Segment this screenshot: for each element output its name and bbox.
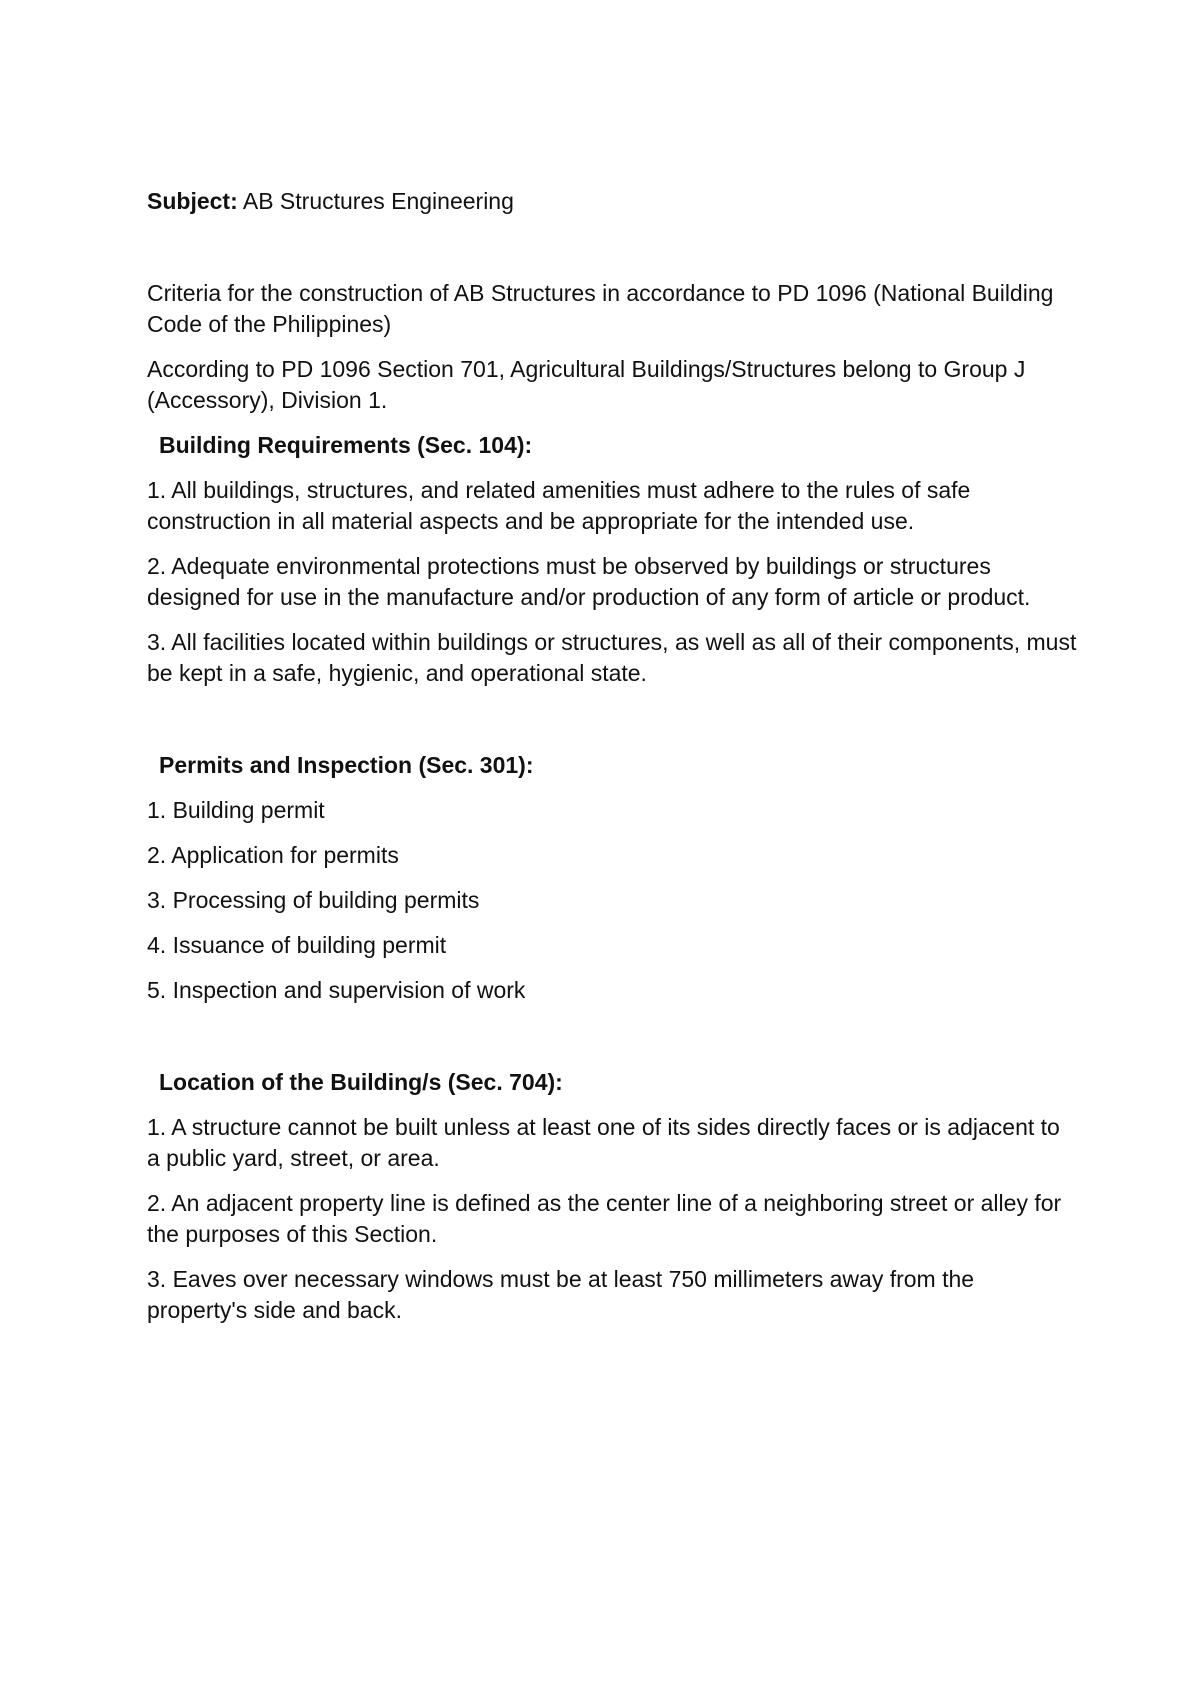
section-spacer: [147, 1020, 1077, 1067]
document-body: [147, 186, 1077, 1340]
intro-paragraph: Criteria for the construction of AB Structures in accordance to PD 1096 (National Building Code of the Philippines): [147, 280, 1054, 337]
subject-value: AB Structures Engineering: [237, 188, 514, 214]
section-heading-building-requirements: Building Requirements (Sec. 104):: [159, 432, 533, 458]
list-item: 1. A structure cannot be built unless at least one of its sides directly faces or is adjacent to a public yard, street, or area.: [147, 1114, 1060, 1171]
list-item: 2. Adequate environmental protections must be observed by buildings or structures designed for use in the manufacture and/or production of any form of article or product.: [147, 553, 1031, 610]
list-item: 1. All buildings, structures, and related amenities must adhere to the rules of safe construction in all material aspects and be appropriate for the intended use.: [147, 477, 971, 534]
subject-label: Subject:: [147, 188, 238, 214]
list-item: 3. Processing of building permits: [147, 887, 480, 913]
subject-line: [147, 186, 1077, 217]
list-item: 3. Eaves over necessary windows must be at least 750 millimeters away from the property's side and back.: [147, 1266, 975, 1323]
section-heading-location: Location of the Building/s (Sec. 704):: [159, 1069, 563, 1095]
list-item: 4. Issuance of building permit: [147, 932, 447, 958]
list-item: 5. Inspection and supervision of work: [147, 977, 526, 1003]
list-item: 3. All facilities located within buildings or structures, as well as all of their components, must be kept in a safe, hygienic, and operational state.: [147, 629, 1077, 686]
intro-paragraph: According to PD 1096 Section 701, Agricultural Buildings/Structures belong to Group J (Accessory), Division 1.: [147, 356, 1026, 413]
section-heading-permits-inspection: Permits and Inspection (Sec. 301):: [159, 752, 534, 778]
list-item: 2. Application for permits: [147, 842, 399, 868]
section-spacer: [147, 703, 1077, 750]
list-item: 2. An adjacent property line is defined as the center line of a neighboring street or alley for the purposes of this Section.: [147, 1190, 1062, 1247]
list-item: 1. Building permit: [147, 797, 325, 823]
